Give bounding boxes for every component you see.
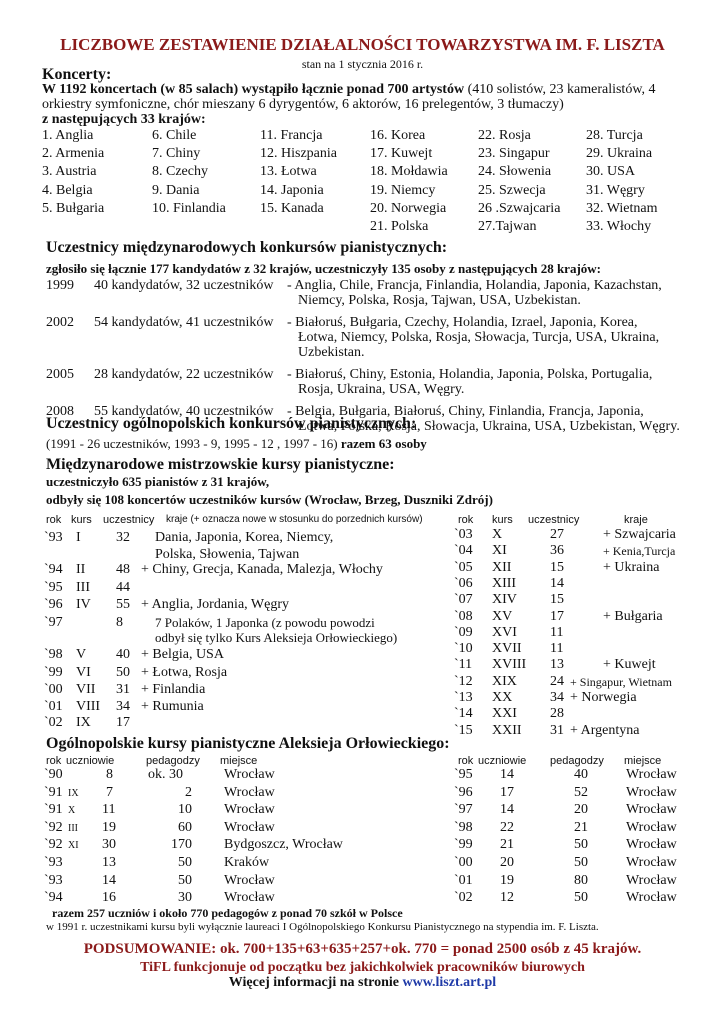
orl-students: 19: [500, 872, 514, 888]
footer-more-info-text: Więcej informacji na stronie: [228, 975, 399, 990]
intl-courses-heading: Międzynarodowe mistrzowskie kursy pianistyczne:: [46, 456, 395, 473]
orl-year: `95: [454, 767, 473, 782]
course-year: `13: [454, 690, 473, 705]
country-item: 5. Bułgaria: [42, 200, 105, 216]
course-participants: 31: [116, 682, 130, 697]
orl-students: 8: [106, 767, 113, 782]
column-header: kurs: [492, 514, 513, 526]
orl-teachers: 80: [574, 872, 588, 888]
intl-courses-line-1: uczestniczyło 635 pianistów z 31 krajów,: [46, 474, 270, 489]
orlowiecki-total: razem 257 uczniów i około 770 pedagogów z ponad 70 szkół w Polsce: [52, 906, 403, 920]
orl-place: Wrocław: [626, 767, 677, 782]
course-number: IX: [76, 715, 91, 730]
course-number: XI: [492, 543, 507, 559]
country-item: 14. Japonia: [260, 182, 324, 198]
country-item: 24. Słowenia: [478, 164, 552, 180]
orl-place: Wrocław: [224, 890, 275, 906]
column-header: uczestnicy: [528, 514, 580, 526]
column-header: pedagodzy: [146, 755, 200, 767]
course-participants: 27: [550, 527, 564, 542]
column-header: rok: [458, 514, 474, 526]
country-item: 3. Austria: [42, 164, 97, 180]
competition-count: 55 kandydatów, 40 uczestników: [94, 404, 274, 419]
course-year: `05: [454, 559, 473, 575]
orl-teachers: 30: [178, 890, 192, 906]
page-title: LICZBOWE ZESTAWIENIE DZIAŁALNOŚCI TOWARZYSTWA IM. F. LISZTA: [60, 35, 665, 54]
intl-competitions-heading: Uczestnicy międzynarodowych konkursów pianistycznych:: [46, 239, 448, 256]
orl-place: Wrocław: [626, 855, 677, 870]
course-countries: + Singapur, Wietnam: [570, 674, 672, 689]
concerts-line-1-rest: (410 solistów, 23 kameralistów, 4: [467, 82, 656, 97]
orl-place: Wrocław: [626, 819, 677, 835]
competition-year: 2008: [46, 404, 74, 419]
country-item: 1. Anglia: [42, 128, 94, 143]
course-countries: + Bułgaria: [603, 608, 663, 624]
orlowiecki-note: w 1991 r. uczestnikami kursu byli wyłącznie laureaci I Ogólnopolskiego Konkursu Pianistycznego na stypendia im. F. Liszta.: [46, 921, 599, 933]
course-number: II: [76, 562, 86, 577]
national-competitions-text: (1991 - 26 uczestników, 1993 - 9, 1995 - 12 , 1997 - 16): [46, 436, 338, 451]
orl-year: `93: [44, 855, 63, 870]
orl-teachers: 10: [178, 802, 192, 818]
column-header: uczniowie: [66, 755, 115, 767]
competition-count: 28 kandydatów, 22 uczestników: [94, 367, 274, 382]
orl-place: Wrocław: [224, 802, 275, 818]
course-number: XXII: [492, 722, 522, 738]
competition-countries: Uzbekistan.: [298, 345, 365, 360]
course-number: IV: [76, 597, 91, 612]
orl-teachers: 50: [574, 837, 588, 853]
course-participants: 40: [116, 647, 130, 662]
country-item: 27.Tajwan: [478, 219, 537, 234]
course-participants: 36: [550, 543, 564, 559]
column-header: miejsce: [220, 755, 258, 767]
orl-students: 16: [102, 890, 116, 906]
national-competitions-line: [46, 437, 427, 450]
course-number: XVII: [492, 641, 522, 657]
country-item: 16. Korea: [370, 128, 426, 143]
orl-teachers: 50: [574, 890, 588, 906]
country-item: 26 .Szwajcaria: [478, 200, 561, 216]
orl-year: `01: [454, 872, 473, 888]
country-item: 25. Szwecja: [478, 182, 546, 198]
column-header: kraje (+ oznacza nowe w stosunku do porzednich kursów): [166, 514, 423, 525]
course-participants: 17: [550, 608, 564, 624]
country-item: 33. Włochy: [586, 219, 652, 234]
course-countries: + Belgia, USA: [141, 647, 224, 662]
course-participants: 24: [550, 673, 564, 689]
intl-competitions-summary: zgłosiło się łącznie 177 kandydatów z 32 krajów, uczestniczyły 135 osoby z następujących 28 krajów:: [46, 261, 602, 276]
orl-year: `92: [44, 837, 63, 853]
course-number: XX: [492, 690, 513, 705]
course-countries: 7 Polaków, 1 Japonka (z powodu powodzi: [155, 615, 375, 630]
course-number: V: [76, 647, 87, 662]
column-header: kurs: [71, 514, 92, 526]
orl-students: 14: [500, 802, 514, 818]
orl-place: Wrocław: [224, 872, 275, 888]
concerts-line-3: z następujących 33 krajów:: [42, 112, 206, 127]
course-participants: 17: [116, 715, 130, 730]
course-year: `15: [454, 722, 473, 738]
orl-students: 19: [102, 819, 116, 835]
course-year: `95: [44, 580, 63, 595]
website-link[interactable]: www.liszt.art.pl: [402, 975, 497, 990]
orl-teachers: 60: [178, 819, 192, 835]
country-item: 2. Armenia: [42, 146, 105, 162]
footer-more-info: [0, 976, 725, 990]
column-header: uczestnicy: [103, 514, 155, 526]
competition-countries: Łotwa, Niemcy, Polska, Rosja, Słowacja, Turcja, USA, Ukraina,: [298, 330, 660, 345]
country-item: 10. Finlandia: [152, 200, 226, 216]
course-year: `09: [454, 624, 473, 640]
country-item: 30. USA: [586, 164, 636, 180]
course-participants: 15: [550, 559, 564, 575]
course-year: `11: [454, 657, 473, 673]
orl-place: Wrocław: [224, 819, 275, 835]
country-item: 13. Łotwa: [260, 164, 317, 180]
course-countries: + Argentyna: [570, 722, 640, 738]
course-participants: 13: [550, 657, 564, 673]
course-countries: + Ukraina: [603, 559, 660, 575]
country-item: 21. Polska: [370, 219, 429, 234]
orl-teachers: 50: [178, 872, 192, 888]
course-number: XXI: [492, 706, 517, 722]
orl-year: `97: [454, 802, 473, 818]
course-countries: + Norwegia: [570, 690, 637, 705]
orl-year: `91: [44, 802, 63, 818]
course-countries: + Chiny, Grecja, Kanada, Malezja, Włochy: [141, 562, 383, 577]
orl-year: `90: [44, 767, 63, 782]
orl-year: `02: [454, 890, 473, 906]
orlowiecki-heading: Ogólnopolskie kursy pianistyczne Aleksieja Orłowieckiego:: [46, 735, 450, 752]
competition-count: 40 kandydatów, 32 uczestników: [94, 278, 274, 293]
course-number: XVI: [492, 624, 517, 640]
competition-countries: Niemcy, Polska, Rosja, Tajwan, USA, Uzbekistan.: [298, 293, 581, 308]
orl-month: IX: [68, 787, 79, 799]
course-participants: 15: [550, 592, 564, 608]
orl-year: `94: [44, 890, 63, 906]
summary-line: PODSUMOWANIE: ok. 700+135+63+635+257+ok. 770 = ponad 2500 osób z 45 krajów.: [83, 941, 642, 957]
status-date: stan na 1 stycznia 2016 r.: [301, 57, 424, 71]
intl-courses-line-2: odbyły się 108 koncertów uczestników kursów (Wrocław, Brzeg, Duszniki Zdrój): [46, 492, 493, 507]
orl-year: `93: [44, 872, 63, 888]
country-item: 20. Norwegia: [370, 200, 447, 216]
orl-teachers: 52: [574, 784, 588, 800]
competition-countries: - Białoruś, Chiny, Estonia, Holandia, Japonia, Polska, Portugalia,: [287, 367, 653, 382]
orl-students: 11: [102, 802, 116, 818]
orl-students: 12: [500, 890, 514, 906]
course-year: `10: [454, 641, 473, 657]
country-item: 23. Singapur: [478, 146, 550, 162]
column-header: rok: [46, 514, 62, 526]
orl-teachers: ok. 30: [148, 767, 183, 782]
orl-teachers: 40: [574, 767, 588, 782]
orl-students: 22: [500, 819, 514, 835]
national-competitions-heading: Uczestnicy ogólnopolskich konkursów pianistycznych:: [46, 415, 417, 432]
country-item: 32. Wietnam: [586, 200, 658, 216]
competition-countries: Rosja, Ukraina, USA, Węgry.: [298, 382, 465, 397]
orl-place: Wrocław: [626, 784, 677, 800]
course-number: XVIII: [492, 657, 527, 673]
column-header: kraje: [624, 514, 648, 526]
orl-place: Wrocław: [626, 802, 677, 818]
country-item: 31. Węgry: [586, 182, 645, 198]
country-item: 11. Francja: [260, 128, 323, 143]
footer-no-office-line: TiFL funkcjonuje od początku bez jakichkolwiek pracowników biurowych: [140, 960, 585, 975]
country-item: 7. Chiny: [152, 146, 201, 162]
orl-place: Wrocław: [224, 767, 275, 782]
course-number: I: [76, 530, 81, 545]
country-item: 4. Belgia: [42, 182, 93, 198]
course-countries: + Kuwejt: [603, 657, 656, 673]
course-participants: 44: [116, 580, 130, 595]
concerts-line-2: orkiestry symfoniczne, chór mieszany 6 dyrygentów, 6 aktorów, 16 prelegentów, 3 tłumaczy): [42, 97, 564, 112]
orl-place: Wrocław: [224, 784, 275, 800]
course-participants: 32: [116, 530, 130, 545]
competition-countries: Łotwa, Polska, Rosja, Słowacja, Ukraina, USA, Uzbekistan, Węgry.: [298, 419, 680, 434]
course-participants: 48: [116, 562, 130, 577]
course-year: `97: [44, 615, 63, 630]
orl-teachers: 50: [574, 855, 588, 870]
competition-countries: - Anglia, Chile, Francja, Finlandia, Holandia, Japonia, Kazachstan,: [287, 278, 662, 293]
orl-year: `96: [454, 784, 473, 800]
course-participants: 50: [116, 665, 130, 680]
competition-year: 1999: [46, 278, 74, 293]
country-item: 6. Chile: [152, 128, 197, 143]
course-participants: 28: [550, 706, 564, 722]
course-countries: + Łotwa, Rosja: [141, 665, 228, 680]
country-item: 22. Rosja: [478, 128, 531, 143]
concerts-line-1: [42, 83, 656, 97]
orl-teachers: 170: [171, 837, 192, 853]
course-number: III: [76, 580, 90, 595]
orl-students: 17: [500, 784, 514, 800]
course-participants: 34: [550, 690, 564, 705]
orl-students: 13: [102, 855, 116, 870]
course-year: `98: [44, 647, 63, 662]
course-countries: + Kenia,Turcja: [603, 544, 676, 559]
course-participants: 11: [550, 641, 564, 657]
national-competitions-total: razem 63 osoby: [340, 436, 427, 451]
concerts-line-1-bold: W 1192 koncertach (w 85 salach) wystąpiło łącznie ponad 700 artystów: [42, 82, 465, 97]
orl-students: 14: [102, 872, 116, 888]
orl-teachers: 2: [185, 784, 192, 800]
orl-teachers: 21: [574, 819, 588, 835]
column-header: rok: [458, 755, 474, 767]
course-participants: 14: [550, 575, 564, 591]
column-header: miejsce: [624, 755, 662, 767]
orl-month: III: [68, 822, 78, 834]
course-number: VI: [76, 665, 91, 680]
orl-students: 21: [500, 837, 514, 853]
course-participants: 34: [116, 699, 130, 714]
competition-count: 54 kandydatów, 41 uczestników: [94, 315, 274, 330]
column-header: uczniowie: [478, 755, 527, 767]
course-countries: Dania, Japonia, Korea, Niemcy,: [155, 530, 334, 545]
course-countries: + Anglia, Jordania, Węgry: [141, 597, 289, 612]
course-year: `96: [44, 597, 63, 612]
country-item: 15. Kanada: [260, 200, 324, 216]
orl-year: `98: [454, 819, 473, 835]
country-item: 9. Dania: [152, 182, 200, 198]
course-participants: 55: [116, 597, 130, 612]
course-number: XIX: [492, 673, 517, 689]
course-year: `07: [454, 592, 473, 608]
competition-year: 2005: [46, 367, 74, 382]
orl-students: 20: [500, 855, 514, 870]
course-countries: Polska, Słowenia, Tajwan: [155, 547, 300, 562]
orl-year: `91: [44, 784, 63, 800]
orl-students: 7: [106, 784, 113, 800]
course-countries: odbył się tylko Kurs Aleksieja Orłowieckiego): [155, 630, 398, 645]
course-countries: + Finlandia: [141, 682, 206, 697]
country-item: 18. Mołdawia: [370, 164, 448, 180]
country-item: 28. Turcja: [586, 128, 643, 143]
orl-year: `99: [454, 837, 473, 853]
course-year: `06: [454, 575, 473, 591]
competition-countries: - Belgia, Bułgaria, Białoruś, Chiny, Finlandia, Francja, Japonia,: [287, 404, 644, 419]
course-number: XII: [492, 559, 512, 575]
course-year: `99: [44, 665, 63, 680]
orl-place: Bydgoszcz, Wrocław: [224, 837, 343, 853]
orl-place: Wrocław: [626, 890, 677, 906]
orl-students: 30: [102, 837, 116, 853]
orl-teachers: 50: [178, 855, 192, 870]
competition-countries: - Białoruś, Bułgaria, Czechy, Holandia, Izrael, Japonia, Korea,: [287, 315, 638, 330]
course-year: `93: [44, 530, 63, 545]
course-countries: + Szwajcaria: [603, 527, 676, 542]
course-year: `14: [454, 706, 473, 722]
orl-month: XI: [68, 840, 79, 852]
country-item: 8. Czechy: [152, 164, 208, 180]
course-year: `03: [454, 527, 473, 542]
competition-year: 2002: [46, 315, 74, 330]
course-year: `02: [44, 715, 63, 730]
course-year: `04: [454, 543, 473, 559]
course-number: XIV: [492, 592, 517, 608]
course-countries: + Rumunia: [141, 699, 204, 714]
orl-place: Kraków: [224, 855, 270, 870]
course-year: `94: [44, 562, 63, 577]
column-header: rok: [46, 755, 62, 767]
orl-year: `92: [44, 819, 63, 835]
orl-place: Wrocław: [626, 837, 677, 853]
orl-students: 14: [500, 767, 514, 782]
orl-year: `00: [454, 855, 473, 870]
country-item: 12. Hiszpania: [260, 146, 337, 162]
course-participants: 11: [550, 624, 564, 640]
course-year: `01: [44, 699, 63, 714]
course-number: XIII: [492, 575, 517, 591]
column-header: pedagodzy: [550, 755, 604, 767]
course-number: XV: [492, 608, 513, 624]
orl-place: Wrocław: [626, 872, 677, 888]
country-item: 19. Niemcy: [370, 182, 436, 198]
course-year: `08: [454, 608, 473, 624]
orl-teachers: 20: [574, 802, 588, 818]
course-number: VII: [76, 682, 96, 697]
course-participants: 31: [550, 722, 564, 738]
course-number: VIII: [76, 699, 101, 714]
country-item: 29. Ukraina: [586, 146, 653, 162]
course-year: `12: [454, 673, 473, 689]
course-year: `00: [44, 682, 63, 697]
course-number: X: [492, 527, 503, 542]
orl-month: X: [68, 805, 76, 817]
concerts-heading: Koncerty:: [42, 66, 112, 83]
course-participants: 8: [116, 615, 123, 630]
country-item: 17. Kuwejt: [370, 146, 433, 162]
